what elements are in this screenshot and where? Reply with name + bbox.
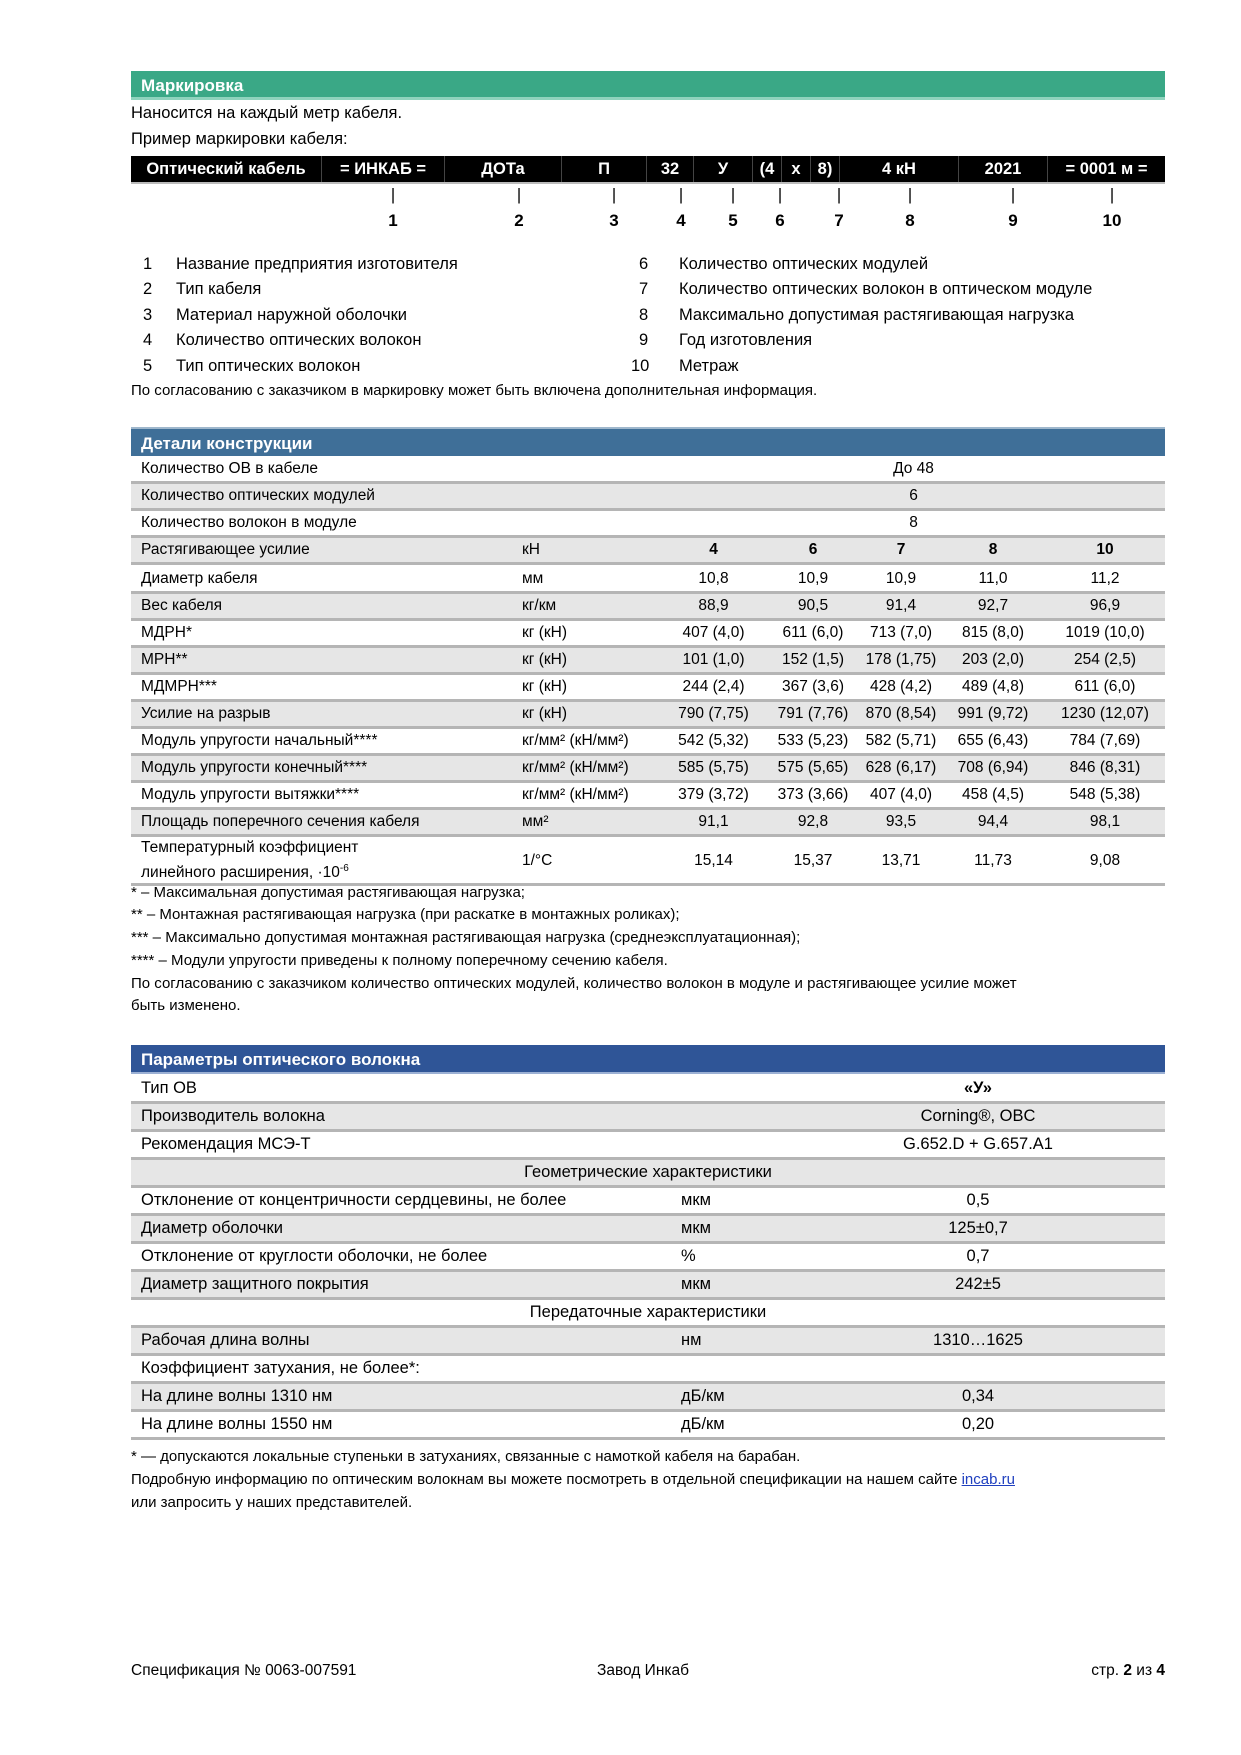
marking-pointer: | <box>836 186 842 204</box>
marking-line-2: Пример маркировки кабеля: <box>131 130 348 148</box>
table-row <box>131 809 1165 836</box>
row-value: 254 (2,5) <box>1045 647 1165 674</box>
row-label: Отклонение от круглости оболочки, не более <box>131 1243 671 1271</box>
row-label: Диаметр оболочки <box>131 1215 671 1243</box>
marking-pointer: | <box>611 186 617 204</box>
row-value: 203 (2,0) <box>941 647 1045 674</box>
legend-number: 1 <box>143 255 153 273</box>
marking-pointer: | <box>777 186 783 204</box>
row-value: До 48 <box>662 457 1165 483</box>
legend-number: 3 <box>143 306 153 324</box>
row-unit: кг/мм² (кН/мм²) <box>512 728 662 755</box>
row-label-line-2 <box>141 858 512 883</box>
legend-text: Количество оптических волокон в оптическом модуле <box>679 280 1093 298</box>
legend-text: Тип оптических волокон <box>176 357 361 375</box>
row-label: Диаметр кабеля <box>131 567 512 593</box>
attenuation-subheader: Коэффициент затухания, не более*: <box>131 1355 1165 1383</box>
construction-values-table <box>131 567 1165 886</box>
row-value: 6 <box>662 483 1165 510</box>
row-unit: кг/мм² (кН/мм²) <box>512 782 662 809</box>
marking-cell: У <box>694 156 753 182</box>
row-value: 11,2 <box>1045 567 1165 593</box>
row-value: 846 (8,31) <box>1045 755 1165 782</box>
row-value: 125±0,7 <box>791 1215 1165 1243</box>
fiber-more-info <box>131 1471 1015 1488</box>
row-value: 0,34 <box>791 1383 1165 1411</box>
table-header-row <box>131 537 1165 564</box>
row-value: 548 (5,38) <box>1045 782 1165 809</box>
marking-pointer: | <box>516 186 522 204</box>
row-value: 582 (5,71) <box>861 728 941 755</box>
legend-number: 7 <box>639 280 649 298</box>
row-value: 88,9 <box>662 593 765 620</box>
row-value: 713 (7,0) <box>861 620 941 647</box>
legend-text: Год изготовления <box>679 331 813 349</box>
page-number: 2 <box>1123 1662 1132 1679</box>
marking-cell: = 0001 м = <box>1065 160 1148 178</box>
marking-pointer: | <box>1010 186 1016 204</box>
footnote: *** – Максимально допустимая монтажная растягивающая нагрузка (среднеэксплуатационная); <box>131 929 801 946</box>
row-label: Количество ОВ в кабеле <box>131 457 662 483</box>
table-row <box>131 1215 1165 1243</box>
fiber-table <box>131 1076 1165 1440</box>
table-row <box>131 1327 1165 1355</box>
table-row <box>131 1187 1165 1215</box>
row-unit: мкм <box>671 1271 791 1299</box>
subheader-row <box>131 1355 1165 1383</box>
table-row <box>131 593 1165 620</box>
row-value: 367 (3,6) <box>765 674 861 701</box>
column-header: 7 <box>861 537 941 564</box>
row-value: 542 (5,32) <box>662 728 765 755</box>
incab-link[interactable]: incab.ru <box>961 1471 1015 1488</box>
marking-cell: (4 <box>753 156 782 182</box>
row-value: 98,1 <box>1045 809 1165 836</box>
row-value: 407 (4,0) <box>861 782 941 809</box>
row-unit: % <box>671 1243 791 1271</box>
table-row <box>131 1131 1165 1159</box>
fiber-footnote: * — допускаются локальные ступеньки в затуханиях, связанные с намоткой кабеля на барабан. <box>131 1448 801 1465</box>
row-label: МРН** <box>131 647 512 674</box>
row-value: 407 (4,0) <box>662 620 765 647</box>
row-label: Площадь поперечного сечения кабеля <box>131 809 512 836</box>
footnote: ** – Монтажная растягивающая нагрузка (при раскатке в монтажных роликах); <box>131 906 680 923</box>
marking-line-1: Наносится на каждый метр кабеля. <box>131 104 403 122</box>
row-label-line-1: Температурный коэффициент <box>141 839 359 856</box>
row-value: 585 (5,75) <box>662 755 765 782</box>
row-label-superscript: -6 <box>339 863 349 874</box>
column-header: 8 <box>941 537 1045 564</box>
subheader-row <box>131 1159 1165 1187</box>
column-header: 6 <box>765 537 861 564</box>
footer-company: Завод Инкаб <box>597 1662 689 1679</box>
construction-note-line-1: По согласованию с заказчиком количество оптических модулей, количество волокон в модуле и растягивающее усилие может <box>131 975 1017 992</box>
marking-pointer: | <box>678 186 684 204</box>
row-value: 815 (8,0) <box>941 620 1045 647</box>
row-value: 1310…1625 <box>791 1327 1165 1355</box>
row-unit: мкм <box>671 1215 791 1243</box>
row-label: Количество оптических модулей <box>131 483 662 510</box>
row-unit: мм <box>512 567 662 593</box>
row-value: 379 (3,72) <box>662 782 765 809</box>
row-value: 94,4 <box>941 809 1045 836</box>
marking-cell: 4 кН <box>840 156 959 182</box>
row-value: 11,73 <box>941 836 1045 885</box>
row-value: 8 <box>662 510 1165 537</box>
geometry-subheader: Геометрические характеристики <box>131 1159 1165 1187</box>
row-value: 784 (7,69) <box>1045 728 1165 755</box>
marking-pointer: | <box>390 186 396 204</box>
marking-pointer: | <box>907 186 913 204</box>
row-unit: кг (кН) <box>512 674 662 701</box>
marking-cell: = ИНКАБ = <box>322 156 445 182</box>
row-value: 96,9 <box>1045 593 1165 620</box>
row-value: 611 (6,0) <box>1045 674 1165 701</box>
row-value: Corning®, OBC <box>791 1103 1165 1131</box>
marking-number: 8 <box>905 211 915 230</box>
row-value: 92,7 <box>941 593 1045 620</box>
row-value: 15,14 <box>662 836 765 885</box>
page-mid: из <box>1131 1662 1157 1679</box>
legend-number: 6 <box>639 255 649 273</box>
marking-pointer: | <box>1109 186 1115 204</box>
row-unit: кг (кН) <box>512 701 662 728</box>
table-row <box>131 1383 1165 1411</box>
row-value: 991 (9,72) <box>941 701 1045 728</box>
row-value: 13,71 <box>861 836 941 885</box>
row-label: На длине волны 1550 нм <box>131 1411 671 1439</box>
row-label: Модуль упругости вытяжки**** <box>131 782 512 809</box>
legend-text: Название предприятия изготовителя <box>176 255 458 273</box>
column-header: 10 <box>1045 537 1165 564</box>
legend-text: Максимально допустимая растягивающая нагрузка <box>679 306 1075 324</box>
row-value: 0,7 <box>791 1243 1165 1271</box>
legend-text: Тип кабеля <box>176 280 262 298</box>
marking-note: По согласованию с заказчиком в маркировку может быть включена дополнительная информация. <box>131 382 818 399</box>
row-value: 10,8 <box>662 567 765 593</box>
table-row <box>131 1271 1165 1299</box>
row-unit: кг/км <box>512 593 662 620</box>
footer-spec-number: Спецификация № 0063-007591 <box>131 1662 357 1679</box>
row-unit: кН <box>512 537 662 564</box>
row-label: Растягивающее усилие <box>131 537 512 564</box>
legend-number: 5 <box>143 357 153 375</box>
row-label: Вес кабеля <box>131 593 512 620</box>
row-value: 533 (5,23) <box>765 728 861 755</box>
row-unit: кг (кН) <box>512 647 662 674</box>
table-row <box>131 457 1165 483</box>
row-value: 91,1 <box>662 809 765 836</box>
marking-cell: ДОТа <box>445 156 562 182</box>
table-row <box>131 510 1165 537</box>
row-value: 244 (2,4) <box>662 674 765 701</box>
row-value: 91,4 <box>861 593 941 620</box>
row-value: G.652.D + G.657.A1 <box>791 1131 1165 1159</box>
table-row <box>131 567 1165 593</box>
construction-section-header: Детали конструкции <box>131 427 1165 456</box>
table-row <box>131 1103 1165 1131</box>
row-value: 93,5 <box>861 809 941 836</box>
row-value: 10,9 <box>765 567 861 593</box>
legend-text: Количество оптических волокон <box>176 331 422 349</box>
fiber-more-info-text: Подробную информацию по оптическим волокнам вы можете посмотреть в отдельной спецификации на нашем сайте <box>131 1471 962 1488</box>
legend-number: 8 <box>639 306 649 324</box>
construction-table <box>131 457 1165 565</box>
row-label: Диаметр защитного покрытия <box>131 1271 671 1299</box>
legend-text: Количество оптических модулей <box>679 255 929 273</box>
marking-number: 6 <box>775 211 785 230</box>
row-label: Отклонение от концентричности сердцевины, не более <box>131 1187 671 1215</box>
row-value: 11,0 <box>941 567 1045 593</box>
marking-cell: 2021 <box>959 156 1048 182</box>
row-label: Количество волокон в модуле <box>131 510 662 537</box>
table-row <box>131 728 1165 755</box>
marking-number: 2 <box>514 211 524 230</box>
row-value: 791 (7,76) <box>765 701 861 728</box>
fiber-section-header: Параметры оптического волокна <box>131 1045 1165 1074</box>
row-value: 92,8 <box>765 809 861 836</box>
row-label: Производитель волокна <box>131 1103 791 1131</box>
table-row <box>131 647 1165 674</box>
transmission-subheader: Передаточные характеристики <box>131 1299 1165 1327</box>
row-value: 178 (1,75) <box>861 647 941 674</box>
page-prefix: стр. <box>1091 1662 1124 1679</box>
row-value: 1230 (12,07) <box>1045 701 1165 728</box>
row-value: 242±5 <box>791 1271 1165 1299</box>
footnote: **** – Модули упругости приведены к полному поперечному сечению кабеля. <box>131 952 668 969</box>
marking-number: 10 <box>1102 211 1122 230</box>
marking-cell: 32 <box>647 156 694 182</box>
row-value: 628 (6,17) <box>861 755 941 782</box>
legend-text: Материал наружной оболочки <box>176 306 408 324</box>
row-label: Тип ОВ <box>131 1076 791 1103</box>
row-label: МДМРН*** <box>131 674 512 701</box>
footer-page <box>1091 1662 1165 1680</box>
table-row <box>131 755 1165 782</box>
legend-number: 10 <box>631 357 650 375</box>
row-value: 90,5 <box>765 593 861 620</box>
marking-number: 1 <box>388 211 398 230</box>
table-row <box>131 674 1165 701</box>
row-value: 1019 (10,0) <box>1045 620 1165 647</box>
marking-number: 4 <box>676 211 686 230</box>
row-value: 708 (6,94) <box>941 755 1045 782</box>
row-label: МДРН* <box>131 620 512 647</box>
row-label: Модуль упругости конечный**** <box>131 755 512 782</box>
row-value: 9,08 <box>1045 836 1165 885</box>
row-value: 790 (7,75) <box>662 701 765 728</box>
row-value: 10,9 <box>861 567 941 593</box>
row-unit: 1/°C <box>512 836 662 885</box>
row-value: 611 (6,0) <box>765 620 861 647</box>
row-unit: дБ/км <box>671 1383 791 1411</box>
marking-section-header: Маркировка <box>131 71 1165 100</box>
marking-pointer: | <box>730 186 736 204</box>
legend-number: 2 <box>143 280 153 298</box>
row-value: 15,37 <box>765 836 861 885</box>
legend-number: 9 <box>639 331 649 349</box>
table-row <box>131 1411 1165 1439</box>
page-total: 4 <box>1156 1662 1165 1679</box>
row-label-text: линейного расширения, ·10 <box>141 864 340 882</box>
row-label: Рабочая длина волны <box>131 1327 671 1355</box>
row-unit: дБ/км <box>671 1411 791 1439</box>
row-value: «У» <box>791 1076 1165 1103</box>
table-row <box>131 620 1165 647</box>
row-value: 870 (8,54) <box>861 701 941 728</box>
marking-cell: Оптический кабель <box>131 156 322 182</box>
table-row <box>131 836 1165 885</box>
row-value: 152 (1,5) <box>765 647 861 674</box>
row-label: На длине волны 1310 нм <box>131 1383 671 1411</box>
marking-number: 7 <box>834 211 844 230</box>
column-header: 4 <box>662 537 765 564</box>
footnote: * – Максимальная допустимая растягивающая нагрузка; <box>131 884 525 901</box>
marking-example-bar <box>131 156 1165 184</box>
row-value: 575 (5,65) <box>765 755 861 782</box>
legend-text: Метраж <box>679 357 739 375</box>
row-label <box>131 836 512 885</box>
table-row <box>131 1076 1165 1103</box>
row-value: 428 (4,2) <box>861 674 941 701</box>
subheader-row <box>131 1299 1165 1327</box>
row-unit: кг/мм² (кН/мм²) <box>512 755 662 782</box>
marking-cell: П <box>562 156 647 182</box>
marking-number: 3 <box>609 211 619 230</box>
row-value: 458 (4,5) <box>941 782 1045 809</box>
legend-number: 4 <box>143 331 153 349</box>
row-value: 0,5 <box>791 1187 1165 1215</box>
marking-cell: х <box>782 156 811 182</box>
row-value: 0,20 <box>791 1411 1165 1439</box>
row-label: Модуль упругости начальный**** <box>131 728 512 755</box>
construction-note-line-2: быть изменено. <box>131 997 241 1014</box>
table-row <box>131 483 1165 510</box>
fiber-more-info-line-2: или запросить у наших представителей. <box>131 1494 413 1511</box>
row-value: 373 (3,66) <box>765 782 861 809</box>
marking-number: 9 <box>1008 211 1018 230</box>
marking-number: 5 <box>728 211 738 230</box>
row-value: 489 (4,8) <box>941 674 1045 701</box>
table-row <box>131 782 1165 809</box>
table-row <box>131 1243 1165 1271</box>
row-label: Рекомендация МСЭ-Т <box>131 1131 791 1159</box>
table-row <box>131 701 1165 728</box>
row-unit: кг (кН) <box>512 620 662 647</box>
row-unit: нм <box>671 1327 791 1355</box>
row-value: 655 (6,43) <box>941 728 1045 755</box>
row-unit: мкм <box>671 1187 791 1215</box>
row-unit: мм² <box>512 809 662 836</box>
row-value: 101 (1,0) <box>662 647 765 674</box>
row-label: Усилие на разрыв <box>131 701 512 728</box>
marking-cell: 8) <box>811 156 840 182</box>
